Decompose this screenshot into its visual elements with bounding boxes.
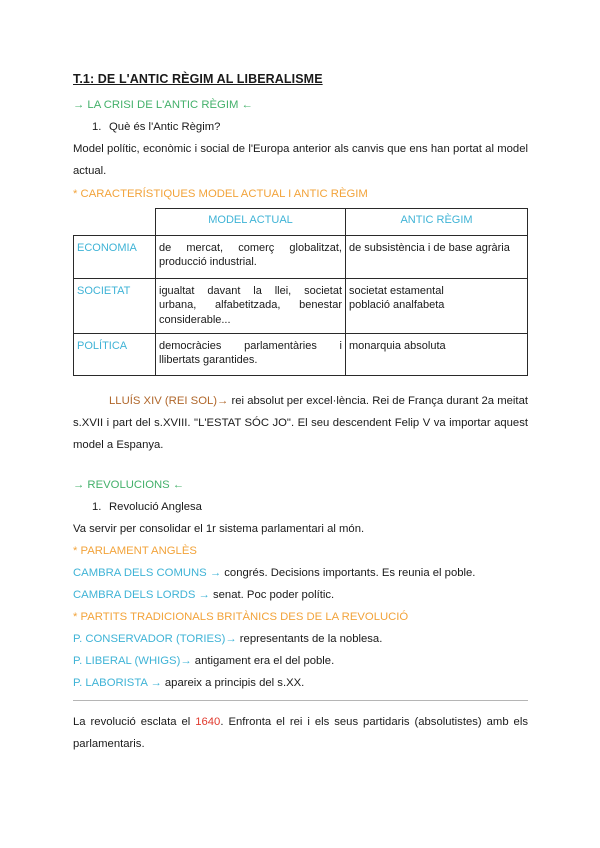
item-number: 1. bbox=[92, 500, 102, 513]
partits-heading: * PARTITS TRADICIONALS BRITÀNICS DES DE LA REVOLUCIÓ bbox=[73, 610, 409, 623]
conservador-label: P. CONSERVADOR (TORIES)→ bbox=[73, 632, 237, 645]
definition-paragraph: Model polític, econòmic i social de l'Europa anterior als canvis que ens han portat al model actual. bbox=[73, 143, 528, 177]
liberal-label: P. LIBERAL (WHIGS)→ bbox=[73, 654, 192, 667]
page-title: T.1: DE L'ANTIC RÈGIM AL LIBERALISME bbox=[73, 72, 323, 86]
table-row bbox=[74, 333, 528, 375]
table-header-model-actual: MODEL ACTUAL bbox=[156, 209, 346, 236]
lords-line bbox=[73, 584, 528, 606]
lluis-xiv-name: LLUÍS XIV (REI SOL)→ bbox=[109, 394, 229, 407]
cell-actual: igualtat davant la llei, societat urbana, alfabetitzada, benestar considerable... bbox=[156, 278, 346, 333]
numbered-item-antic-regim bbox=[73, 116, 528, 138]
laborista-label: P. LABORISTA → bbox=[73, 676, 162, 689]
comuns-text: congrés. Decisions importants. Es reunia el poble. bbox=[221, 566, 476, 579]
row-label-societat: SOCIETAT bbox=[74, 278, 156, 333]
final-year: 1640 bbox=[195, 715, 221, 728]
table-row bbox=[74, 278, 528, 333]
final-text-before: La revolució esclata el bbox=[73, 715, 196, 728]
lords-label: CAMBRA DELS LORDS → bbox=[73, 588, 210, 601]
item-label: Què és l'Antic Règim? bbox=[109, 121, 221, 133]
table-header-antic-regim: ANTIC RÈGIM bbox=[346, 209, 528, 236]
comuns-line bbox=[73, 562, 528, 584]
revolucio-final-paragraph bbox=[73, 711, 528, 755]
table-heading: * CARACTERÍSTIQUES MODEL ACTUAL I ANTIC RÈGIM bbox=[73, 188, 368, 200]
document-page bbox=[73, 72, 528, 755]
table-header-empty bbox=[74, 209, 156, 236]
table-row bbox=[74, 235, 528, 278]
comparison-table bbox=[73, 208, 528, 376]
revolucio-intro: Va servir per consolidar el 1r sistema parlamentari al món. bbox=[73, 522, 365, 535]
laborista-text: apareix a principis del s.XX. bbox=[161, 676, 305, 689]
final-text-after: . Enfronta el rei i els seus partidaris (absolutistes) amb els parlamentaris. bbox=[73, 715, 528, 750]
horizontal-divider bbox=[73, 700, 528, 701]
cell-actual: democràcies parlamentàries i llibertats garantides. bbox=[156, 333, 346, 375]
conservador-text: representants de la noblesa. bbox=[236, 632, 383, 645]
row-label-politica: POLÍTICA bbox=[74, 333, 156, 375]
row-label-economia: ECONOMIA bbox=[74, 235, 156, 278]
conservador-line bbox=[73, 628, 528, 650]
cell-actual: de mercat, comerç globalitzat, producció industrial. bbox=[156, 235, 346, 278]
cell-antic: societat estamental població analfabeta bbox=[346, 278, 528, 333]
lluis-xiv-text: rei absolut per excel·lència. Rei de França durant 2a meitat s.XVII i part del s.XVIII. "L'ESTAT SÓC JO". El seu descendent Felip V va importar aquest model a Espanya. bbox=[73, 394, 528, 451]
item-number: 1. bbox=[92, 121, 102, 133]
comuns-label: CAMBRA DELS COMUNS → bbox=[73, 566, 222, 579]
section-heading-crisi: → LA CRISI DE L'ANTIC RÈGIM ← bbox=[73, 99, 253, 111]
lords-text: senat. Poc poder polític. bbox=[209, 588, 335, 601]
table-header-row bbox=[74, 209, 528, 236]
cell-antic: de subsistència i de base agrària bbox=[346, 235, 528, 278]
numbered-item-revolucio-anglesa bbox=[73, 496, 528, 518]
liberal-text: antigament era el del poble. bbox=[191, 654, 335, 667]
parlament-heading: * PARLAMENT ANGLÈS bbox=[73, 544, 197, 557]
laborista-line bbox=[73, 672, 528, 694]
section-heading-revolucions: → REVOLUCIONS ← bbox=[73, 478, 185, 491]
cell-antic: monarquia absoluta bbox=[346, 333, 528, 375]
liberal-line bbox=[73, 650, 528, 672]
item-label: Revolució Anglesa bbox=[109, 500, 202, 513]
lluis-xiv-paragraph bbox=[73, 390, 528, 456]
